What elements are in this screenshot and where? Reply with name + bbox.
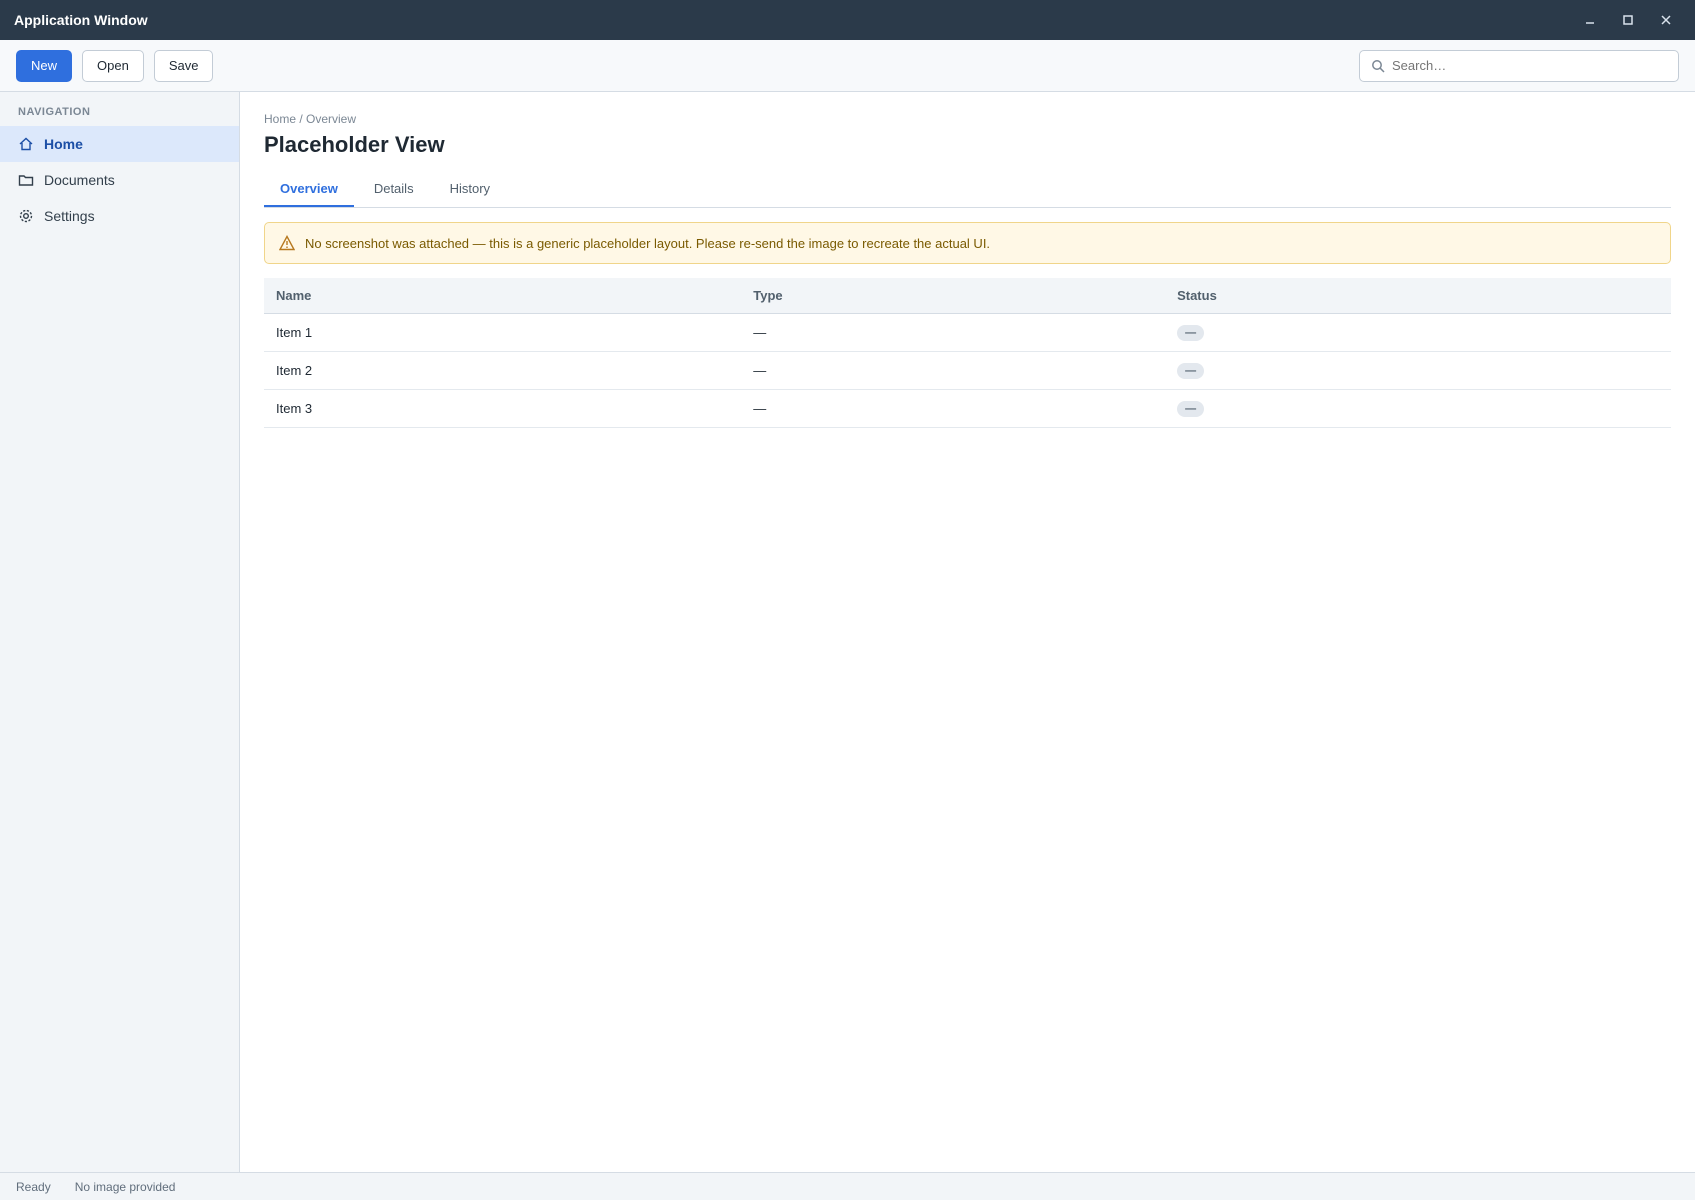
sidebar bbox=[0, 92, 240, 1172]
folder-icon bbox=[18, 172, 34, 188]
search-input[interactable] bbox=[1392, 58, 1668, 73]
breadcrumb: Home / Overview bbox=[264, 112, 357, 126]
status-badge: — bbox=[1177, 401, 1204, 417]
new-button[interactable] bbox=[16, 50, 72, 82]
sidebar-item-label: Home bbox=[44, 136, 83, 152]
status-badge: — bbox=[1177, 363, 1204, 379]
search-icon bbox=[1370, 58, 1386, 74]
window-controls bbox=[1575, 8, 1681, 32]
table-cell: Item 1 bbox=[264, 314, 741, 352]
status-text: Ready bbox=[16, 1179, 51, 1194]
table-header-row bbox=[264, 278, 1671, 314]
sidebar-item-settings[interactable] bbox=[0, 198, 239, 234]
minimize-icon bbox=[1582, 12, 1598, 28]
table-cell: Item 2 bbox=[264, 352, 741, 390]
column-header[interactable]: Type bbox=[741, 278, 1165, 314]
maximize-button[interactable] bbox=[1613, 8, 1643, 32]
window-title: Application Window bbox=[14, 12, 148, 28]
table-row[interactable] bbox=[264, 390, 1671, 428]
table-cell bbox=[1165, 390, 1671, 428]
sidebar-heading: NAVIGATION bbox=[18, 106, 91, 118]
tab-bar bbox=[264, 172, 1671, 208]
sidebar-item-home[interactable] bbox=[0, 126, 239, 162]
main-panel bbox=[240, 92, 1695, 1172]
new-button-label: New bbox=[31, 58, 58, 73]
notice-text: No screenshot was attached — this is a generic placeholder layout. Please re-send the image to recreate the actual UI. bbox=[305, 235, 991, 251]
table-row[interactable] bbox=[264, 314, 1671, 352]
minimize-button[interactable] bbox=[1575, 8, 1605, 32]
status-bar bbox=[0, 1172, 1695, 1200]
table-row[interactable] bbox=[264, 352, 1671, 390]
table-cell: — bbox=[741, 314, 1165, 352]
tab-overview[interactable]: Overview bbox=[264, 172, 354, 207]
warning-icon bbox=[279, 235, 295, 251]
maximize-icon bbox=[1620, 12, 1636, 28]
table-cell bbox=[1165, 352, 1671, 390]
content-area bbox=[0, 92, 1695, 1172]
open-button[interactable] bbox=[82, 50, 144, 82]
toolbar bbox=[0, 40, 1695, 92]
status-badge: — bbox=[1177, 325, 1204, 341]
tab-details[interactable]: Details bbox=[373, 181, 414, 196]
close-button[interactable] bbox=[1651, 8, 1681, 32]
table-cell: — bbox=[741, 390, 1165, 428]
table-cell: Item 3 bbox=[264, 390, 741, 428]
gear-icon bbox=[18, 208, 34, 224]
page-title: Placeholder View bbox=[264, 132, 445, 157]
table-cell bbox=[1165, 314, 1671, 352]
column-header[interactable]: Status bbox=[1165, 278, 1671, 314]
notice-banner bbox=[264, 222, 1671, 264]
tab-history[interactable]: History bbox=[449, 181, 491, 196]
close-icon bbox=[1658, 12, 1674, 28]
save-button-label: Save bbox=[168, 58, 199, 73]
table-cell: — bbox=[741, 352, 1165, 390]
data-table bbox=[264, 278, 1671, 428]
home-icon bbox=[18, 136, 34, 152]
sidebar-item-label: Documents bbox=[44, 172, 115, 188]
search-box[interactable] bbox=[1359, 50, 1679, 82]
sidebar-item-label: Settings bbox=[44, 208, 95, 224]
status-info: No image provided bbox=[74, 1179, 176, 1194]
open-button-label: Open bbox=[97, 58, 129, 73]
column-header[interactable]: Name bbox=[264, 278, 741, 314]
save-button[interactable] bbox=[154, 50, 214, 82]
title-bar bbox=[0, 0, 1695, 40]
sidebar-item-documents[interactable] bbox=[0, 162, 239, 198]
